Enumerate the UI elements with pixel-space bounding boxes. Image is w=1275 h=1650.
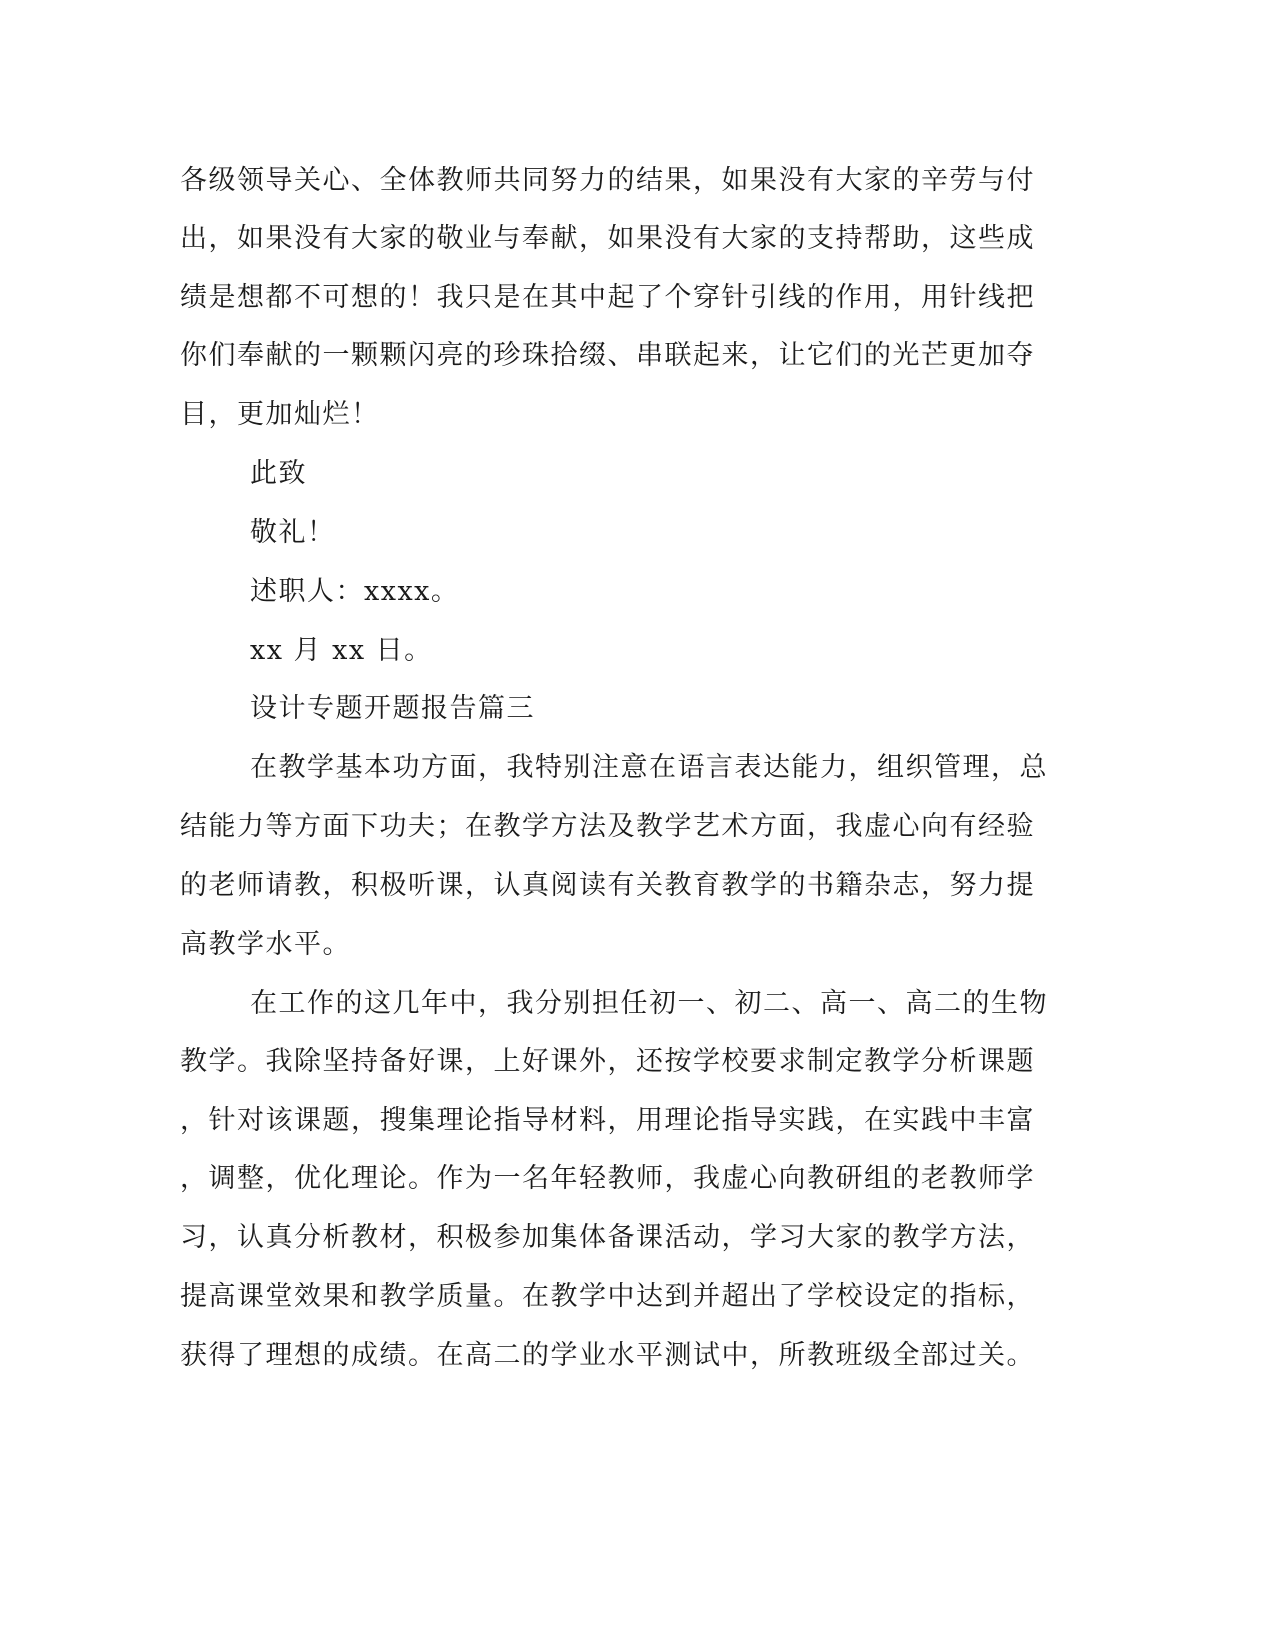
text-line-20: 提高课堂效果和教学质量。在教学中达到并超出了学校设定的指标， xyxy=(180,1281,1035,1312)
text-line-16: 教学。我除坚持备好课，上好课外，还按学校要求制定教学分析课题 xyxy=(180,1046,1035,1077)
text-line-3: 绩是想都不可想的！我只是在其中起了个穿针引线的作用，用针线把 xyxy=(180,282,1035,313)
text-line-18: ，调整，优化理论。作为一名年轻教师，我虚心向教研组的老教师学 xyxy=(180,1163,1035,1194)
text-line-11: 在教学基本功方面，我特别注意在语言表达能力，组织管理，总 xyxy=(250,752,1048,783)
text-line-14: 高教学水平。 xyxy=(180,929,351,960)
text-line-5: 目，更加灿烂！ xyxy=(180,399,380,430)
closing-regards: 敬礼！ xyxy=(250,517,336,548)
text-line-12: 结能力等方面下功夫；在教学方法及教学艺术方面，我虚心向有经验 xyxy=(180,811,1035,842)
text-line-21: 获得了理想的成绩。在高二的学业水平测试中，所教班级全部过关。 xyxy=(180,1340,1035,1371)
text-line-17: ，针对该课题，搜集理论指导材料，用理论指导实践，在实践中丰富 xyxy=(180,1105,1035,1136)
text-line-13: 的老师请教，积极听课，认真阅读有关教育教学的书籍杂志，努力提 xyxy=(180,870,1035,901)
text-line-15: 在工作的这几年中，我分别担任初一、初二、高一、高二的生物 xyxy=(250,988,1048,1019)
signature-date: xx 月 xx 日。 xyxy=(250,635,433,666)
text-line-4: 你们奉献的一颗颗闪亮的珍珠拾缀、串联起来，让它们的光芒更加夺 xyxy=(180,340,1035,371)
text-line-1: 各级领导关心、全体教师共同努力的结果，如果没有大家的辛劳与付 xyxy=(180,165,1035,196)
section-heading: 设计专题开题报告篇三 xyxy=(250,693,535,724)
text-line-19: 习，认真分析教材，积极参加集体备课活动，学习大家的教学方法， xyxy=(180,1222,1035,1253)
signature-reporter: 述职人：xxxx。 xyxy=(250,576,460,607)
closing-salutation: 此致 xyxy=(250,458,307,489)
text-line-2: 出，如果没有大家的敬业与奉献，如果没有大家的支持帮助，这些成 xyxy=(180,223,1035,254)
